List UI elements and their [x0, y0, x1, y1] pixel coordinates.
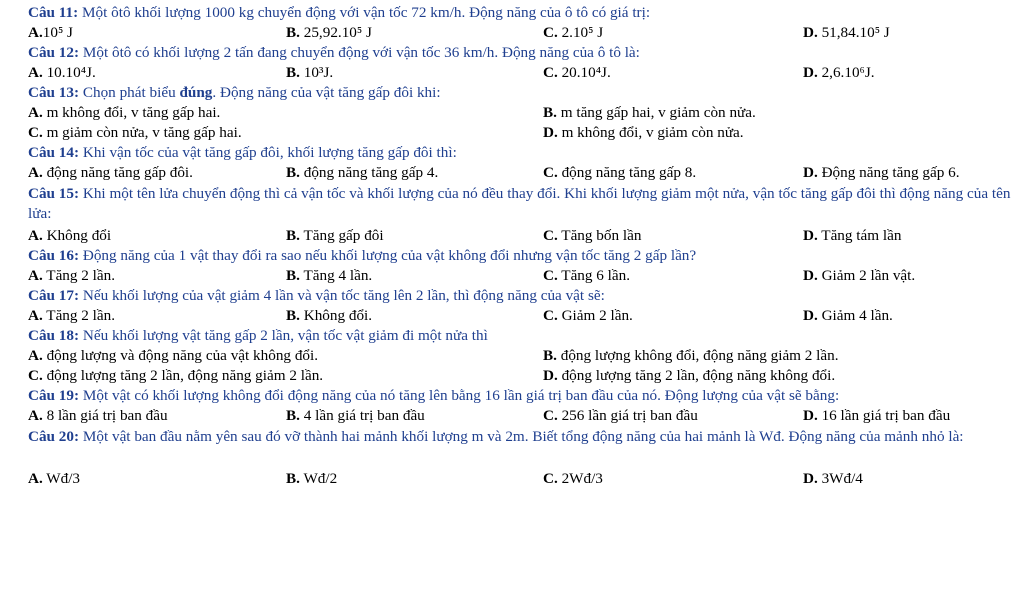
- option-b: B. 4 lần giá trị ban đầu: [286, 407, 425, 424]
- option-b: B. 25,92.10⁵ J: [286, 24, 372, 41]
- question-number: Câu 15:: [28, 185, 80, 202]
- question-20: [28, 427, 1018, 447]
- option-d: D. Giảm 2 lần vật.: [803, 267, 916, 284]
- option-a: A. Không đổi: [28, 227, 112, 244]
- option-c: C. 2.10⁵ J: [543, 24, 604, 41]
- question-text: Chọn phát biểu: [79, 84, 180, 101]
- question-text-emphasis: đúng: [179, 84, 213, 101]
- option-d: D. 2,6.10⁶J.: [803, 64, 875, 81]
- question-text: Một vật có khối lượng không đổi động năng của nó tăng lên bằng 16 lần giá trị ban đầu của nó. Động lượng của vật sẽ bằng:: [79, 387, 840, 404]
- option-c: C. động năng tăng gấp 8.: [543, 164, 697, 181]
- option-a: A.10⁵ J: [28, 24, 73, 41]
- question-number: Câu 20:: [28, 428, 80, 445]
- option-a: A. Wđ/3: [28, 470, 81, 487]
- question-number: Câu 17:: [28, 287, 80, 304]
- question-15: [28, 184, 1018, 223]
- option-a: A. Tăng 2 lần.: [28, 267, 116, 284]
- question-text: Động năng của 1 vật thay đổi ra sao nếu khối lượng của vật không đổi nhưng vận tốc tăng 2 gấp lần?: [79, 247, 697, 264]
- option-a: A. động năng tăng gấp đôi.: [28, 164, 193, 181]
- option-a: A. 8 lần giá trị ban đầu: [28, 407, 168, 424]
- question-number: Câu 12:: [28, 44, 80, 61]
- option-a: A. Tăng 2 lần.: [28, 307, 116, 324]
- option-b: B. động năng tăng gấp 4.: [286, 164, 439, 181]
- question-number: Câu 18:: [28, 327, 80, 344]
- question-text: Một ôtô có khối lượng 2 tấn đang chuyển động với vận tốc 36 km/h. Động năng của ô tô là:: [79, 44, 640, 61]
- question-19: [28, 387, 1018, 405]
- question-text-rest: . Động năng của vật tăng gấp đôi khi:: [212, 84, 441, 101]
- option-a: A. 10.10⁴J.: [28, 64, 96, 81]
- question-12: [28, 44, 1018, 62]
- option-c: C. Giảm 2 lần.: [543, 307, 633, 324]
- option-c: C. 20.10⁴J.: [543, 64, 611, 81]
- question-text: Nếu khối lượng vật tăng gấp 2 lần, vận tốc vật giảm đi một nửa thì: [79, 327, 488, 344]
- option-c: C. Tăng bốn lần: [543, 227, 642, 244]
- option-b: B. Tăng gấp đôi: [286, 227, 384, 244]
- option-c: C. 256 lần giá trị ban đầu: [543, 407, 698, 424]
- option-b: B. động lượng không đổi, động năng giảm 2 lần.: [543, 347, 839, 364]
- option-d: D. 16 lần giá trị ban đầu: [803, 407, 951, 424]
- question-number: Câu 11:: [28, 4, 79, 21]
- question-text: Khi một tên lửa chuyển động thì cả vận tốc và khối lượng của nó đều thay đổi. Khi khối lượng giảm một nửa, vận tốc tăng gấp đôi thì động năng của tên lửa:: [28, 185, 1011, 222]
- option-d: D. Tăng tám lần: [803, 227, 902, 244]
- option-c: C. 2Wđ/3: [543, 470, 603, 487]
- option-d: D. 3Wđ/4: [803, 470, 863, 487]
- option-a: A. m không đổi, v tăng gấp hai.: [28, 104, 221, 121]
- option-a: A. động lượng và động năng của vật không đổi.: [28, 347, 319, 364]
- option-d: D. m không đổi, v giảm còn nửa.: [543, 124, 744, 141]
- option-d: D. 51,84.10⁵ J: [803, 24, 890, 41]
- option-b: B. Wđ/2: [286, 470, 338, 487]
- question-text: Khi vận tốc của vật tăng gấp đôi, khối lượng tăng gấp đôi thì:: [79, 144, 457, 161]
- option-c: C. m giảm còn nửa, v tăng gấp hai.: [28, 124, 242, 141]
- option-c: C. động lượng tăng 2 lần, động năng giảm 2 lần.: [28, 367, 324, 384]
- option-d: D. Giảm 4 lần.: [803, 307, 893, 324]
- question-number: Câu 13:: [28, 84, 80, 101]
- option-d: D. Động năng tăng gấp 6.: [803, 164, 960, 181]
- option-c: C. Tăng 6 lần.: [543, 267, 631, 284]
- question-text: Một vật ban đầu nằm yên sau đó vỡ thành hai mảnh khối lượng m và 2m. Biết tổng động năng của hai mảnh là Wđ. Động năng của mảnh nhỏ là:: [79, 428, 964, 445]
- question-11: [28, 4, 1018, 22]
- question-18: [28, 327, 1018, 345]
- option-b: B. m tăng gấp hai, v giảm còn nửa.: [543, 104, 756, 121]
- option-b: B. 10³J.: [286, 64, 334, 81]
- question-16: [28, 247, 1018, 265]
- question-14: [28, 144, 1018, 162]
- question-text: Một ôtô khối lượng 1000 kg chuyển động với vận tốc 72 km/h. Động năng của ô tô có giá trị:: [78, 4, 651, 21]
- option-b: B. Không đổi.: [286, 307, 373, 324]
- question-number: Câu 19:: [28, 387, 80, 404]
- question-13: [28, 84, 1018, 102]
- question-number: Câu 16:: [28, 247, 80, 264]
- option-b: B. Tăng 4 lần.: [286, 267, 373, 284]
- question-number: Câu 14:: [28, 144, 80, 161]
- question-17: [28, 287, 1018, 305]
- option-d: D. động lượng tăng 2 lần, động năng không đổi.: [543, 367, 836, 384]
- question-text: Nếu khối lượng của vật giảm 4 lần và vận tốc tăng lên 2 lần, thì động năng của vật sẽ:: [79, 287, 605, 304]
